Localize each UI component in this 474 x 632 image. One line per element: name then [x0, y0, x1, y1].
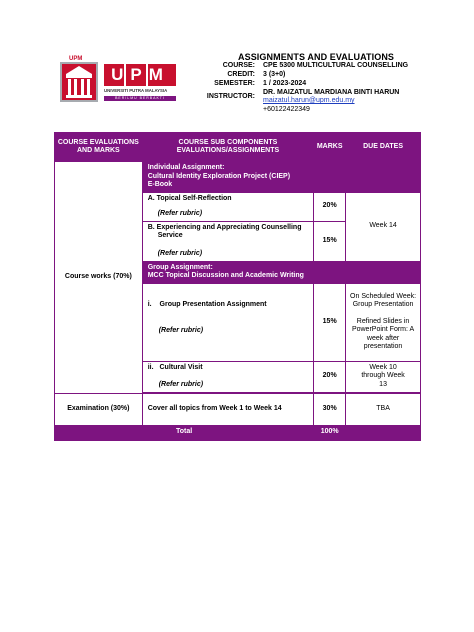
item-a-note: (Refer rubric) [157, 210, 203, 217]
item-ii-note: (Refer rubric) [158, 381, 204, 388]
item-ii-title: Cultural Visit [159, 363, 203, 371]
individual-due: Week 14 [346, 192, 421, 261]
header-due-dates: DUE DATES [346, 133, 421, 162]
item-i-due-1: On Scheduled Week: Group Presentation [350, 292, 417, 308]
table-header-row [55, 133, 421, 162]
exam-marks: 30% [314, 393, 346, 425]
item-i-due-cell [346, 283, 421, 361]
item-i-num: i. [147, 300, 152, 308]
logo-tagline: BERILMU BERBAKTI [115, 96, 165, 100]
instructor-key: INSTRUCTOR: [206, 93, 255, 100]
item-a-title: A. Topical Self-Reflection [147, 194, 232, 202]
evaluation-table [54, 132, 421, 441]
exam-due: TBA [346, 393, 421, 425]
semester-value: 1 / 2023-2024 [263, 80, 307, 87]
course-value: CPE 5300 MULTICULTURAL COUNSELLING [263, 62, 409, 69]
item-i-cell [142, 283, 313, 361]
item-b-title: B. Experiencing and Appreciating Counselling Service [147, 223, 302, 239]
item-b-cell [142, 221, 313, 261]
exam-row [55, 393, 421, 425]
individual-heading-cell [142, 162, 420, 193]
header-marks: MARKS [314, 133, 346, 162]
individual-heading: Individual Assignment: [147, 164, 225, 171]
instructor-email-link[interactable]: maizatul.harun@upm.edu.my [263, 97, 355, 104]
item-b-note: (Refer rubric) [157, 249, 203, 257]
item-ii-num: ii. [147, 363, 154, 371]
instructor-phone: +60122422349 [263, 106, 310, 113]
credit-key: CREDIT: [227, 71, 255, 78]
item-i-note: (Refer rubric) [158, 327, 204, 334]
logo-wordmark: UPM [111, 65, 170, 84]
group-heading-cell [142, 261, 420, 283]
item-i-marks: 15% [314, 283, 346, 361]
item-ii-marks: 20% [314, 361, 346, 392]
total-row [55, 425, 421, 440]
document-title: ASSIGNMENTS AND EVALUATIONS [238, 52, 395, 62]
header-sub-components: COURSE SUB COMPONENTS EVALUATIONS/ASSIGNMENTS [142, 133, 313, 162]
logo-mark-text: UPM [69, 56, 83, 62]
item-a-marks: 20% [314, 192, 346, 221]
item-i-due-2: Refined Slides in PowerPoint Form: A week after presentation [351, 317, 415, 350]
coursework-label: Course works (70%) [55, 162, 143, 394]
exam-desc: Cover all topics from Week 1 to Week 14 [142, 393, 313, 425]
logo-university-name: UNIVERSITI PUTRA MALAYSIA [104, 88, 168, 93]
group-project: MCC Topical Discussion and Academic Writing [147, 272, 304, 279]
document-header [0, 0, 474, 130]
course-key: COURSE: [222, 62, 255, 69]
item-i-title: Group Presentation Assignment [159, 300, 267, 308]
credit-value: 3 (3+0) [263, 71, 286, 78]
exam-label: Examination (30%) [55, 393, 143, 425]
item-ii-cell [142, 361, 313, 392]
total-marks: 100% [314, 425, 346, 440]
item-ii-due: Week 10 through Week 13 [346, 361, 421, 392]
total-label: Total [55, 425, 314, 440]
group-heading: Group Assignment: [147, 263, 213, 271]
item-a-cell [142, 192, 313, 221]
header-course-evaluations: COURSE EVALUATIONS AND MARKS [55, 133, 143, 162]
individual-heading-row [55, 162, 421, 193]
instructor-value: DR. MAIZATUL MARDIANA BINTI HARUN [263, 89, 400, 96]
semester-key: SEMESTER: [214, 80, 255, 87]
item-b-marks: 15% [314, 221, 346, 261]
individual-project: Cultural Identity Exploration Project (CIEP) [147, 172, 291, 180]
individual-format: E-Book [147, 181, 173, 188]
